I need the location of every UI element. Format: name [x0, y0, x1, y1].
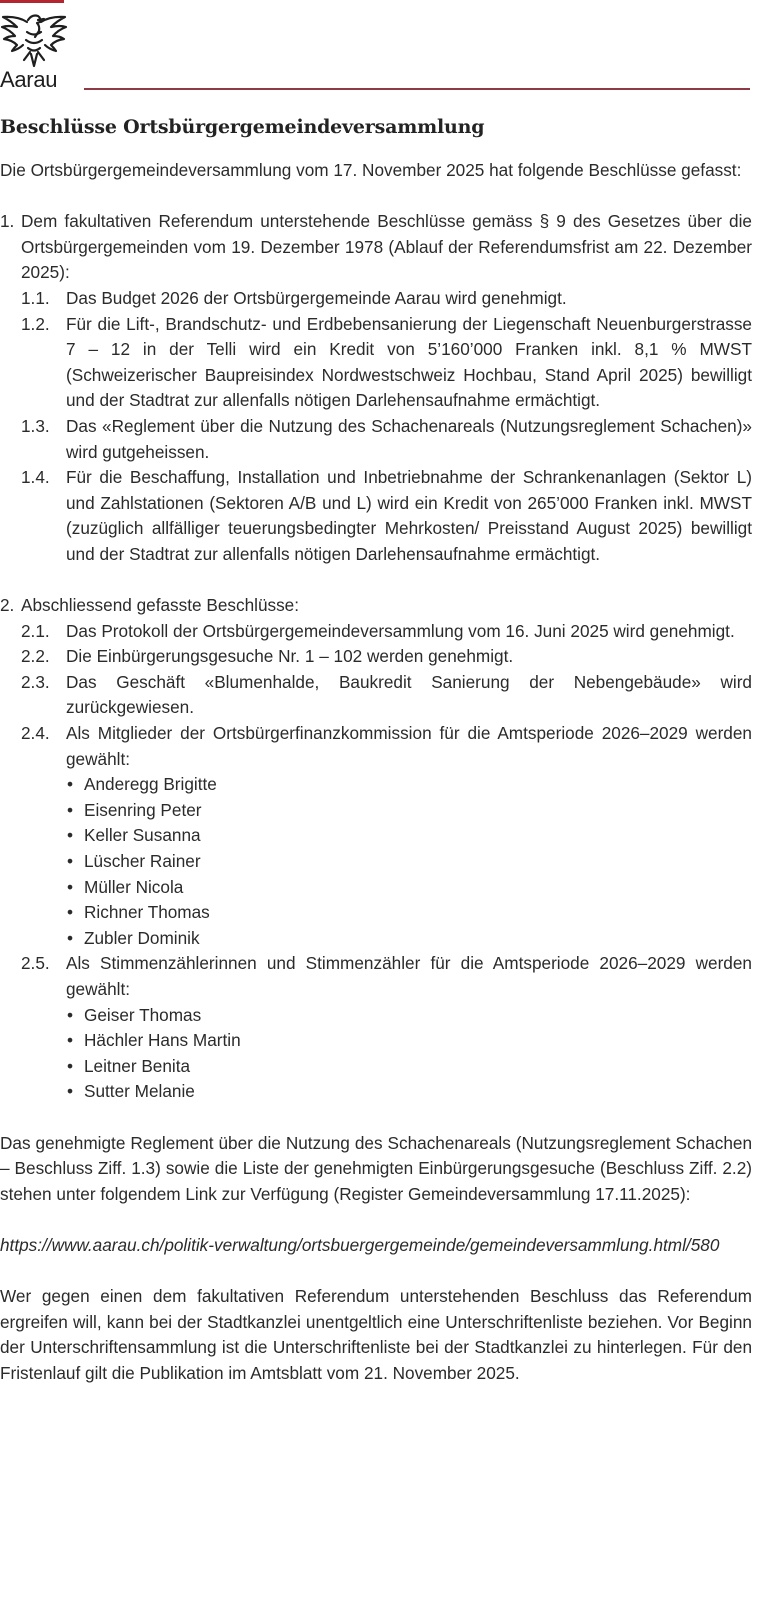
item-text: Für die Lift-, Brandschutz- und Erdbebensanierung der Liegenschaft Neuenburgerstrasse 7 – 12 in der Telli wird ein Kredit von 5’160’000 Franken inkl. 8,1 % MWST (Schweizerischer Baupreisindex Nordwestschweiz Hochbau, Stand April 2025) bewilligt und der Stadtrat zur allenfalls nötigen Darlehensaufnahme ermächtigt.	[66, 313, 752, 411]
section-1	[0, 209, 752, 286]
section-2	[0, 593, 752, 619]
section-text: Dem fakultativen Referendum unterstehende Beschlüsse gemäss § 9 des Gesetzes über die Ortsbürgergemeinden vom 19. Dezember 1978 (Ablauf der Referendumsfrist am 22. Dezember 2025):	[21, 211, 752, 283]
finance-commission-members	[66, 772, 752, 951]
item-text: Das Geschäft «Blumenhalde, Baukredit Sanierung der Nebengebäude» wird zurückgewiesen.	[66, 671, 752, 718]
item-number: 2.2.	[21, 646, 50, 667]
list-item	[21, 465, 752, 567]
item-number: 2.4.	[21, 723, 50, 744]
logo-wordmark: Aarau	[0, 67, 58, 92]
item-text: Für die Beschaffung, Installation und Inbetriebnahme der Schrankenanlagen (Sektor L) und Zahlstationen (Sektoren A/B und L) wird ein Kredit von 265’000 Franken inkl. MWST (zuzüglich allfälliger teuerungsbedingter Mehrkosten/ Preisstand August 2025) bewilligt und der Stadtrat zur allenfalls nötigen Darlehensaufnahme ermächtigt.	[66, 467, 752, 564]
vote-counters	[66, 1003, 752, 1105]
counter-name: • Geiser Thomas	[67, 1004, 202, 1025]
member-name: • Lüscher Rainer	[67, 851, 201, 872]
item-number: 1.4.	[21, 467, 50, 488]
list-item	[21, 312, 752, 414]
list-item	[21, 670, 752, 721]
item-number: 1.1.	[21, 287, 50, 308]
section-number: 2.	[0, 595, 15, 616]
item-text: Die Einbürgerungsgesuche Nr. 1 – 102 werden genehmigt.	[66, 646, 514, 667]
member-name: • Eisenring Peter	[67, 799, 202, 820]
list-item	[21, 951, 752, 1105]
item-number: 1.2.	[21, 313, 50, 334]
eagle-icon	[0, 10, 68, 68]
item-number: 1.3.	[21, 415, 50, 436]
counter-name: • Sutter Melanie	[67, 1081, 195, 1102]
item-text: Als Stimmenzählerinnen und Stimmenzähler für die Amtsperiode 2026–2029 werden gewählt:	[66, 953, 752, 999]
closing-paragraph-1: Das genehmigte Reglement über die Nutzung des Schachenareals (Nutzungsreglement Schachen – Beschluss Ziff. 1.3) sowie die Liste der genehmigten Einbürgerungsgesuche (Beschluss Ziff. 2.2) stehen unter folgendem Link zur Verfügung (Register Gemeindeversammlung 17.11.2025):	[0, 1132, 752, 1204]
member-name: • Keller Susanna	[67, 825, 201, 846]
list-item	[21, 619, 752, 645]
register-link[interactable]: https://www.aarau.ch/politik-verwaltung/ortsbuergergemeinde/gemeindeversammlung.html/580	[0, 1234, 720, 1255]
item-text: Das Protokoll der Ortsbürgergemeindeversammlung vom 16. Juni 2025 wird genehmigt.	[66, 620, 735, 641]
list-item	[21, 286, 752, 312]
header-accent-bar	[0, 0, 64, 3]
list-item	[21, 721, 752, 951]
item-number: 2.1.	[21, 620, 50, 641]
item-number: 2.3.	[21, 671, 50, 692]
item-text: Das «Reglement über die Nutzung des Schachenareals (Nutzungsreglement Schachen)» wird gutgeheissen.	[66, 415, 752, 462]
item-text: Als Mitglieder der Ortsbürgerfinanzkommission für die Amtsperiode 2026–2029 werden gewählt:	[66, 723, 752, 769]
item-number: 2.5.	[21, 953, 50, 974]
member-name: • Anderegg Brigitte	[67, 774, 217, 795]
counter-name: • Hächler Hans Martin	[67, 1030, 241, 1051]
closing-paragraph-2: Wer gegen einen dem fakultativen Referendum unterstehenden Beschluss das Referendum ergreifen will, kann bei der Stadtkanzlei unentgeltlich eine Unterschriftenliste beziehen. Vor Beginn der Unterschriftensammlung ist die Unterschriftenliste bei der Stadtkanzlei zu hinterlegen. Für den Fristenlauf gilt die Publikation im Amtsblatt vom 21. November 2025.	[0, 1286, 752, 1383]
section-number: 1.	[0, 211, 15, 232]
list-item	[21, 414, 752, 465]
header-rule	[84, 88, 750, 90]
intro-paragraph: Die Ortsbürgergemeindeversammlung vom 17. November 2025 hat folgende Beschlüsse gefasst:	[0, 160, 742, 180]
member-name: • Zubler Dominik	[67, 927, 200, 948]
page-title: Beschlüsse Ortsbürgergemeindeversammlung	[0, 116, 485, 138]
counter-name: • Leitner Benita	[67, 1055, 191, 1076]
list-item	[21, 644, 752, 670]
section-text: Abschliessend gefasste Beschlüsse:	[21, 595, 300, 616]
document-body	[0, 114, 752, 1387]
member-name: • Müller Nicola	[67, 876, 184, 897]
member-name: • Richner Thomas	[67, 902, 210, 923]
item-text: Das Budget 2026 der Ortsbürgergemeinde Aarau wird genehmigt.	[66, 287, 567, 308]
